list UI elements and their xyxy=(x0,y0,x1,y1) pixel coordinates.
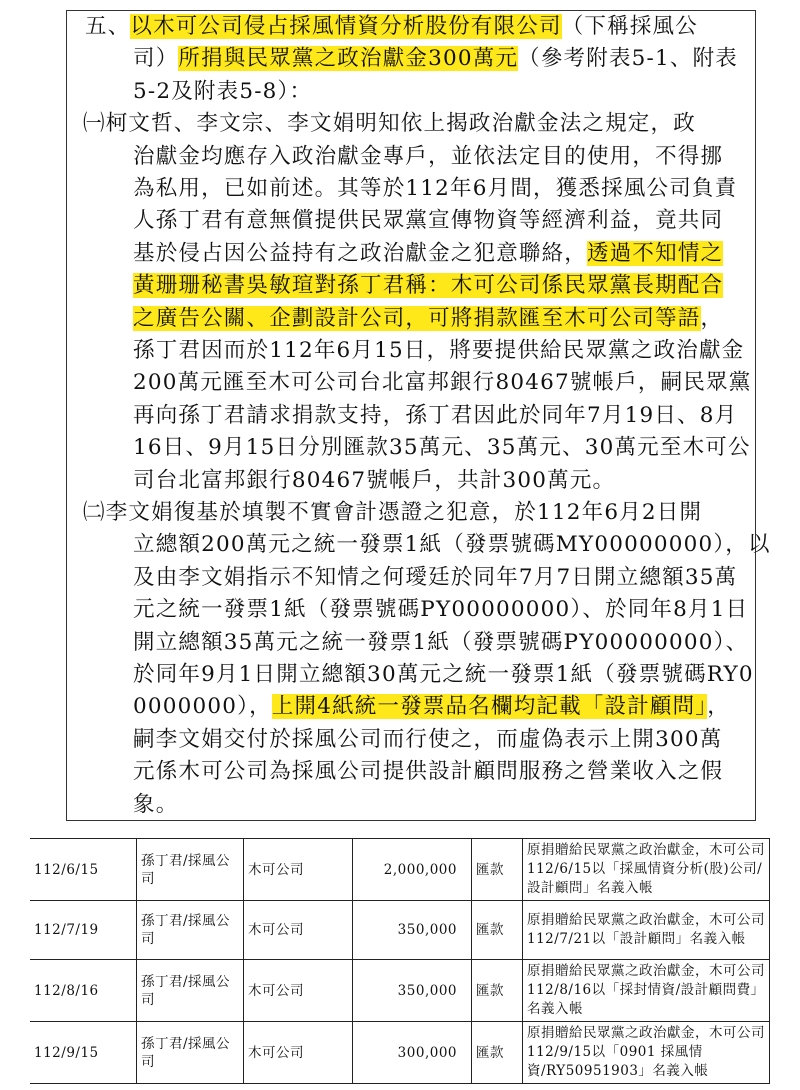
cell-method: 匯款 xyxy=(472,960,523,1022)
text-line xyxy=(133,466,615,496)
cell-method: 匯款 xyxy=(472,901,523,960)
cell-amount: 350,000 xyxy=(353,901,472,960)
highlighted-text: 黃珊珊秘書吳敏瑄對孫丁君稱：木可公司係民眾黨長期配合 xyxy=(133,273,724,299)
text-line xyxy=(133,368,751,398)
text-line xyxy=(133,174,737,204)
text-segment: 元係木可公司為採風公司提供設計顧問服務之營業收入之假 xyxy=(133,759,724,785)
text-segment: 象。 xyxy=(133,791,179,817)
cell-method: 匯款 xyxy=(472,1022,523,1084)
text-line xyxy=(133,563,737,593)
text-line xyxy=(133,530,771,560)
text-segment: 及由李文娟指示不知情之何璦廷於同年7月7日開立總額35萬 xyxy=(133,564,738,590)
text-line xyxy=(133,44,738,74)
text-line xyxy=(83,498,702,528)
cell-note: 原捐贈給民眾黨之政治獻金，木可公司112/6/15以「採風情資分析(股)公司/設計顧問」名義入帳 xyxy=(523,839,770,901)
highlighted-text: 透過不知情之 xyxy=(587,240,724,266)
cell-amount: 2,000,000 xyxy=(353,839,472,901)
cell-from: 孫丁君/採風公司 xyxy=(137,1022,244,1084)
text-segment: （下稱採風公 xyxy=(561,14,698,39)
text-line xyxy=(133,77,312,107)
highlighted-text: 上開4紙統一發票品名欄均記載「設計顧問」 xyxy=(271,694,708,720)
cell-from: 孫丁君/採風公司 xyxy=(137,839,244,901)
text-segment: 為私用，已如前述。其等於112年6月間，獲悉採風公司負責 xyxy=(133,176,738,201)
cell-to: 木可公司 xyxy=(244,1022,353,1084)
cell-date: 112/7/19 xyxy=(30,901,137,960)
cell-amount: 300,000 xyxy=(353,1022,472,1084)
indictment-text-box xyxy=(66,10,771,821)
text-line xyxy=(133,692,730,722)
table-row xyxy=(30,839,770,901)
text-line xyxy=(133,628,748,658)
text-segment: 再向孫丁君請求捐款支持，孫丁君因此於同年7月19日、8月 xyxy=(133,402,738,428)
text-segment: ㈠柯文哲、李文宗、李文娟明知依上揭政治獻金法之規定，政 xyxy=(83,111,696,137)
text-segment: 五、 xyxy=(85,14,131,39)
text-line xyxy=(133,239,723,269)
text-segment: ㈡李文娟復基於填製不實會計憑證之犯意，於112年6月2日開 xyxy=(83,500,703,525)
table-row xyxy=(30,960,770,1022)
text-line xyxy=(133,433,751,463)
highlighted-text: 以木可公司侵占採風情資分析股份有限公司 xyxy=(130,14,562,39)
text-segment: 元之統一發票1紙（發票號碼PY00000000）、於同年8月1日 xyxy=(133,597,749,623)
text-segment: 於同年9月1日開立總額30萬元之統一發票1紙（發票號碼RY0 xyxy=(133,662,754,687)
text-segment: 人孫丁君有意無償提供民眾黨宣傳物資等經濟利益，竟共同 xyxy=(133,208,724,234)
text-segment: 基於侵占因公益持有之政治獻金之犯意聯絡， xyxy=(133,240,588,266)
text-line xyxy=(133,725,722,755)
cell-note: 原捐贈給民眾黨之政治獻金，木可公司112/9/15以「0901 採風情資/RY50951903」名義入帳 xyxy=(523,1022,770,1084)
cell-amount: 350,000 xyxy=(353,960,472,1022)
highlighted-text: 之廣告公關、企劃設計公司，可將捐款匯至木可公司等語 xyxy=(133,305,701,331)
cell-to: 木可公司 xyxy=(244,901,353,960)
cell-note: 原捐贈給民眾黨之政治獻金，木可公司112/7/21以「設計顧問」名義入帳 xyxy=(523,901,770,960)
text-segment: 200萬元匯至木可公司台北富邦銀行80467號帳戶，嗣民眾黨 xyxy=(133,370,752,396)
text-line xyxy=(83,109,696,139)
cell-from: 孫丁君/採風公司 xyxy=(137,901,244,960)
cell-date: 112/6/15 xyxy=(30,839,137,901)
text-line xyxy=(133,142,723,172)
donation-table xyxy=(30,838,770,1084)
text-segment: 孫丁君因而於112年6月15日，將要提供給民眾黨之政治獻金 xyxy=(133,338,745,363)
cell-to: 木可公司 xyxy=(244,960,353,1022)
highlighted-text: 所捐與民眾黨之政治獻金300萬元 xyxy=(178,46,519,72)
text-segment: 司台北富邦銀行80467號帳戶，共計300萬元。 xyxy=(133,467,616,493)
text-segment: 嗣李文娟交付於採風公司而行使之，而虛偽表示上開300萬 xyxy=(133,726,723,752)
cell-method: 匯款 xyxy=(472,839,523,901)
table-row xyxy=(30,1022,770,1084)
cell-to: 木可公司 xyxy=(244,839,353,901)
text-segment: 0000000）， xyxy=(133,694,272,720)
text-segment: ， xyxy=(700,305,724,331)
text-segment: ， xyxy=(707,694,730,720)
text-line xyxy=(133,595,748,625)
text-segment: 立總額200萬元之統一發票1紙（發票號碼MY00000000），以 xyxy=(133,532,771,558)
text-line xyxy=(133,790,178,820)
text-line xyxy=(133,401,737,431)
table-row xyxy=(30,901,770,960)
text-line xyxy=(133,304,723,334)
cell-date: 112/8/16 xyxy=(30,960,137,1022)
cell-note: 原捐贈給民眾黨之政治獻金，木可公司112/8/16以「採封情資/設計顧問費」名義入帳 xyxy=(523,960,770,1022)
text-segment: 治獻金均應存入政治獻金專戶，並依法定目的使用，不得挪 xyxy=(133,143,724,169)
text-segment: 5-2及附表5-8）： xyxy=(133,78,313,104)
text-line xyxy=(85,12,698,42)
cell-date: 112/9/15 xyxy=(30,1022,137,1084)
text-segment: 16日、9月15日分別匯款35萬元、35萬元、30萬元至木可公 xyxy=(133,435,751,461)
text-line xyxy=(133,206,723,236)
text-line xyxy=(133,336,744,366)
cell-from: 孫丁君/採風公司 xyxy=(137,960,244,1022)
text-segment: 司） xyxy=(133,46,179,72)
text-line xyxy=(133,271,723,301)
text-segment: 開立總額35萬元之統一發票1紙（發票號碼PY00000000）、 xyxy=(133,629,749,655)
text-line xyxy=(133,757,723,787)
text-segment: （參考附表5-1、附表 xyxy=(518,46,738,72)
text-line xyxy=(133,660,754,690)
